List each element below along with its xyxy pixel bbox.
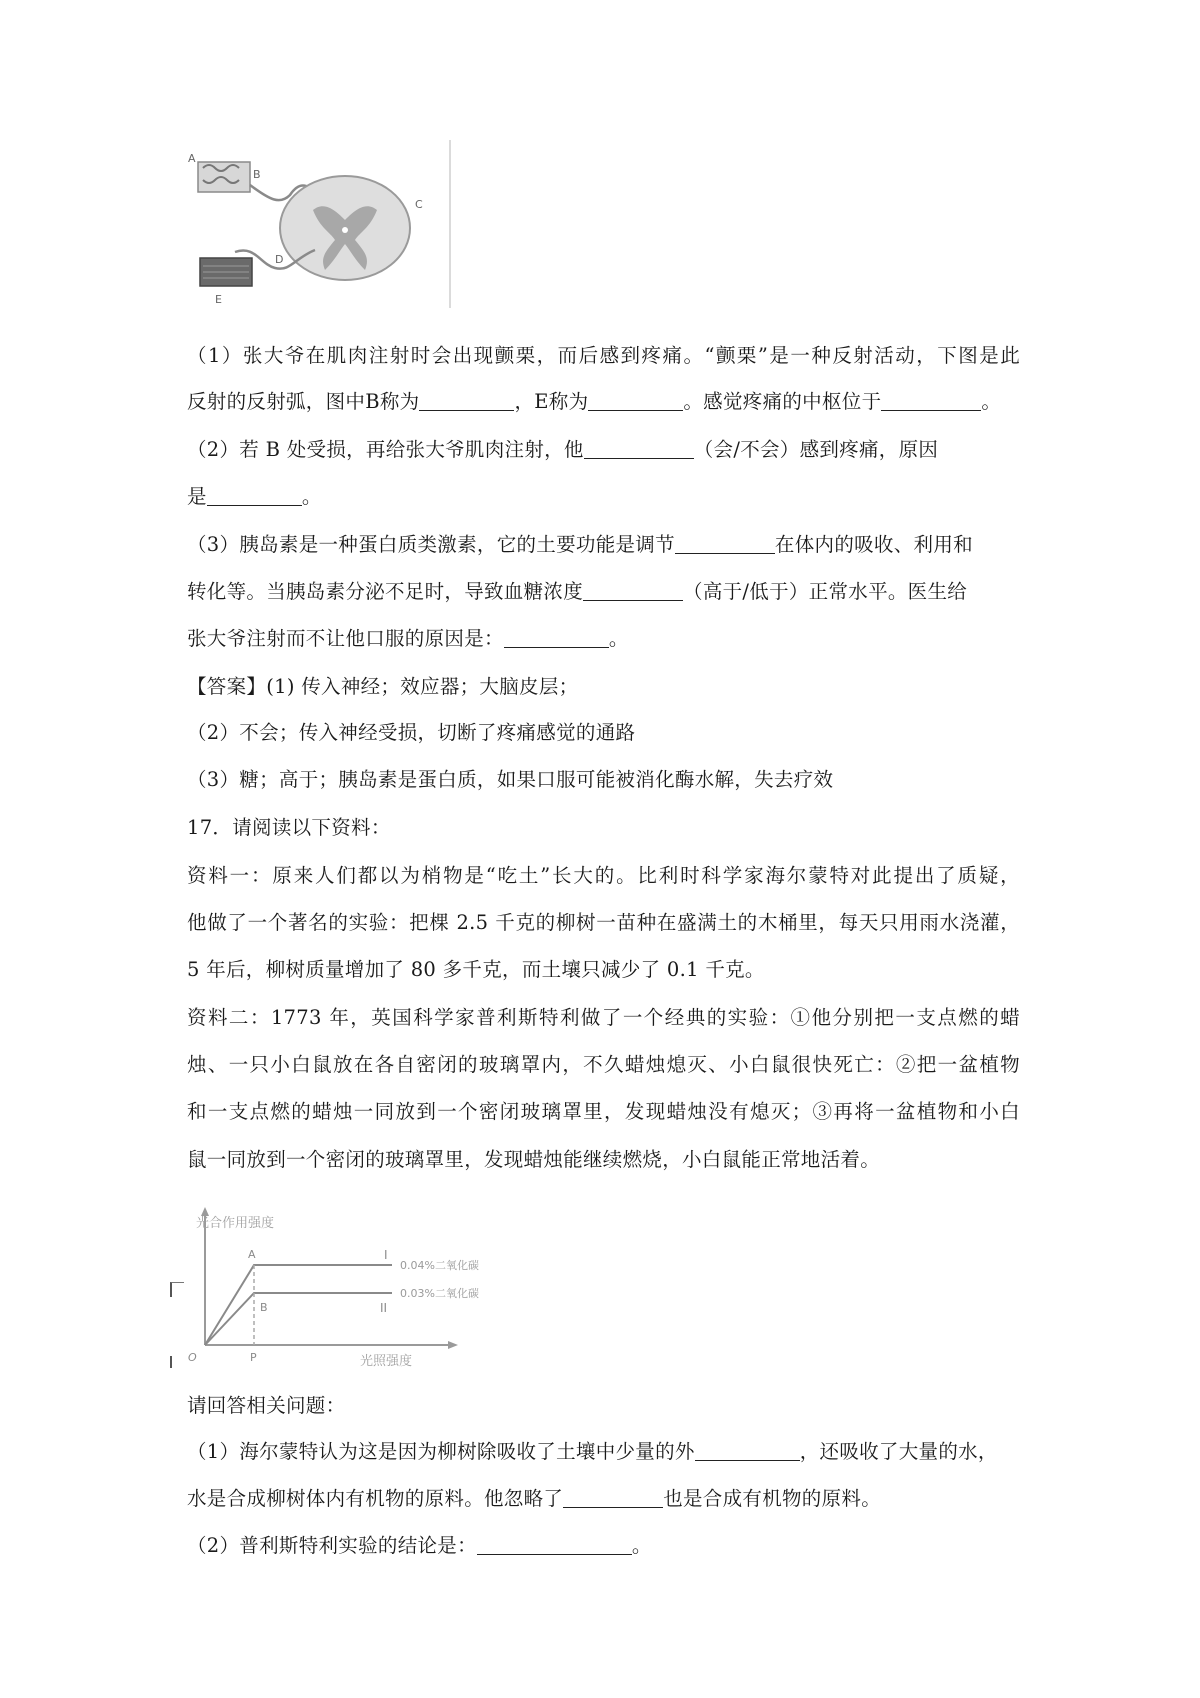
receptor-block xyxy=(198,162,250,192)
text: （3）胰岛素是一种蛋白质类激素，它的土要功能是调节 xyxy=(187,533,675,556)
blank xyxy=(675,533,775,554)
q17-prompt: 请回答相关问题： xyxy=(187,1394,346,1417)
scan-artifact xyxy=(170,1282,184,1297)
origin-label: O xyxy=(188,1351,197,1364)
label-e: E xyxy=(215,293,222,306)
text: （2）若 B 处受损，再给张大爷肌肉注射，他 xyxy=(187,438,584,461)
y-axis-label: 光合作用强度 xyxy=(196,1216,275,1231)
reflex-arc-figure xyxy=(188,140,455,310)
q16-part2-line1 xyxy=(187,436,1020,464)
q16-part2-line2 xyxy=(187,483,1020,511)
blank xyxy=(584,438,694,459)
text: 张大爷注射而不让他口服的原因是： xyxy=(187,627,504,650)
q16-answer-2: （2）不会；传入神经受损，切断了疼痛感觉的通路 xyxy=(187,721,636,744)
text: （会/不会）感到疼痛，原因 xyxy=(693,438,939,461)
x-axis-arrow xyxy=(448,1341,458,1349)
text: （高于/低于）正常水平。医生给 xyxy=(683,580,968,603)
text: ，还吸收了大量的水， xyxy=(799,1440,998,1463)
q16-part3-line3 xyxy=(187,625,1020,653)
text: 反射的反射弧，图中B称为 xyxy=(187,390,420,413)
q17-title: 17．请阅读以下资料： xyxy=(187,816,391,839)
q17-material2-line3: 和一支点燃的蜡烛一同放到一个密闭玻璃罩里，发现蜡烛没有熄灭；③再将一盆植物和小白 xyxy=(187,1100,1020,1123)
text: 水是合成柳树体内有机物的原料。他忽略了 xyxy=(187,1487,564,1510)
q16-answer-1: 【答案】(1) 传入神经；效应器；大脑皮层； xyxy=(187,675,579,698)
curve-2-roman: II xyxy=(380,1301,388,1315)
q16-part1-line1: （1）张大爷在肌肉注射时会出现颤栗，而后感到疼痛。“颤栗”是一种反射活动，下图是此 xyxy=(187,344,1020,367)
text: 在体内的吸收、利用和 xyxy=(774,533,973,556)
q17-answer1-line2 xyxy=(187,1485,1020,1513)
blank xyxy=(588,390,683,411)
text: 是 xyxy=(187,485,207,508)
q17-answer1-line1 xyxy=(187,1438,1020,1466)
blank xyxy=(583,580,683,601)
blank xyxy=(207,485,302,506)
curve-2-label: 0.03%二氧化碳 xyxy=(400,1287,479,1300)
b-label: B xyxy=(260,1301,268,1314)
text: 也是合成有机物的原料。 xyxy=(663,1487,882,1510)
q17-material2-line1: 资料二：1773 年，英国科学家普利斯特利做了一个经典的实验：①他分别把一支点燃的蜡 xyxy=(187,1006,1020,1029)
label-a: A xyxy=(188,152,196,165)
photosynthesis-graph xyxy=(182,1205,487,1370)
y-axis-arrow xyxy=(201,1207,209,1216)
q16-part1-line2 xyxy=(187,388,1020,416)
label-d: D xyxy=(275,253,284,266)
label-c: C xyxy=(415,198,423,211)
text: ，E称为 xyxy=(514,390,589,413)
text: （1）海尔蒙特认为这是因为柳树除吸收了土壤中少量的外 xyxy=(187,1440,695,1463)
blank xyxy=(504,627,609,648)
text: （2）普利斯特利实验的结论是： xyxy=(187,1534,477,1557)
text: 。 xyxy=(631,1534,652,1557)
blank xyxy=(477,1534,632,1555)
scan-artifact xyxy=(170,1356,182,1368)
effector-block xyxy=(200,258,252,286)
x-axis-label: 光照强度 xyxy=(360,1354,413,1369)
q16-part3-line2 xyxy=(187,578,1020,606)
q17-material2-line2: 烛、一只小白鼠放在各自密闭的玻璃罩内，不久蜡烛熄灭、小白鼠很快死亡：②把一盆植物 xyxy=(187,1053,1020,1076)
q17-material2-line4: 鼠一同放到一个密闭的玻璃罩里，发现蜡烛能继续燃烧，小白鼠能正常地活着。 xyxy=(187,1148,881,1171)
blank xyxy=(419,390,514,411)
p-label: P xyxy=(250,1351,257,1364)
q17-material1-line1: 资料一：原来人们都以为梢物是“吃土”长大的。比利时科学家海尔蒙特对此提出了质疑， xyxy=(187,864,1020,887)
blank xyxy=(695,1440,800,1461)
blank xyxy=(563,1487,663,1508)
q17-material1-line2: 他做了一个著名的实验：把棵 2.5 千克的柳树一苗种在盛满土的木桶里，每天只用雨水浇灌， xyxy=(187,911,1020,934)
text: 。感觉疼痛的中枢位于 xyxy=(683,390,882,413)
spinal-cord xyxy=(280,176,410,280)
blank xyxy=(881,390,981,411)
text: 。 xyxy=(301,485,322,508)
q16-part3-line1 xyxy=(187,531,1020,559)
q17-answer2 xyxy=(187,1532,1020,1560)
text: 。 xyxy=(981,390,1002,413)
curve-1 xyxy=(205,1265,392,1345)
a-label: A xyxy=(248,1248,256,1261)
label-b: B xyxy=(253,168,261,181)
curve-1-roman: I xyxy=(384,1248,388,1262)
q16-answer-3: （3）糖；高于；胰岛素是蛋白质，如果口服可能被消化酶水解，失去疗效 xyxy=(187,768,834,791)
q17-material1-line3: 5 年后，柳树质量增加了 80 多千克，而土壤只减少了 0.1 千克。 xyxy=(187,958,765,981)
text: 转化等。当胰岛素分泌不足时，导致血糖浓度 xyxy=(187,580,584,603)
text: 。 xyxy=(608,627,629,650)
curve-1-label: 0.04%二氧化碳 xyxy=(400,1259,479,1272)
